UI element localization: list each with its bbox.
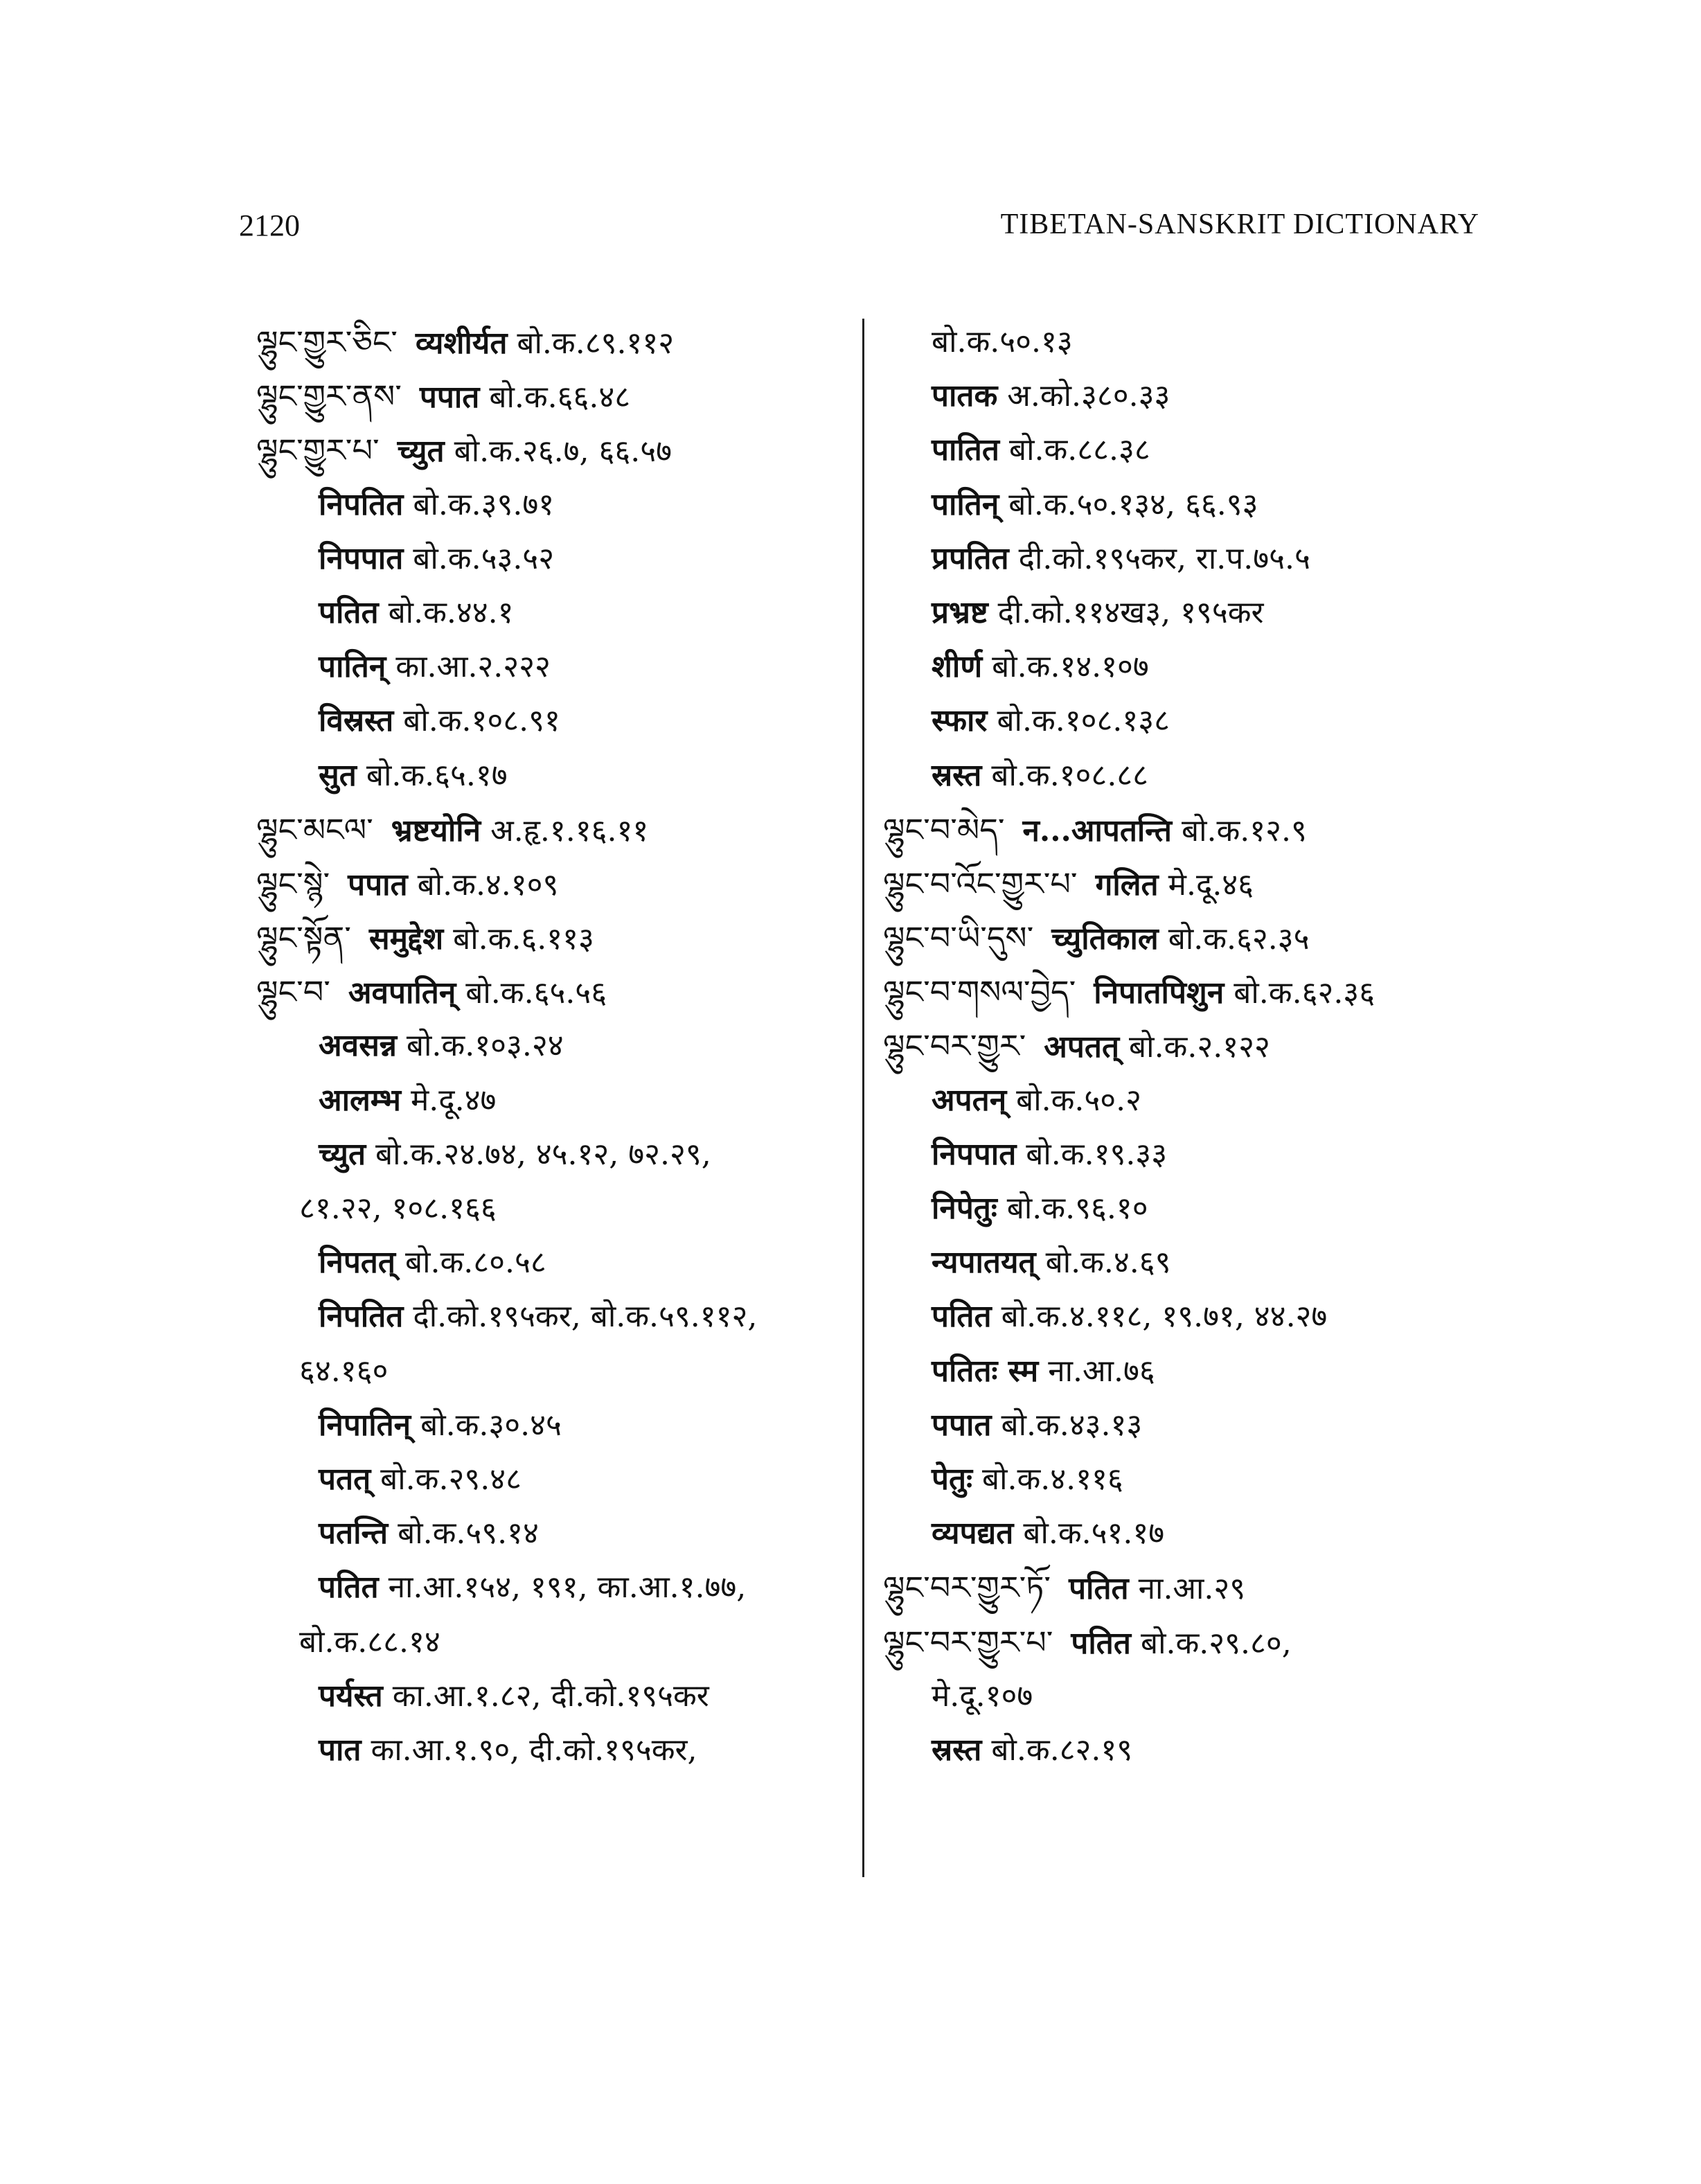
tibetan-headword: ལྷུང་མངལ་ [256, 810, 373, 849]
dictionary-line [256, 1399, 852, 1453]
source-reference: ८१.२२, १०८.१६६ [299, 1191, 497, 1226]
source-reference: बो.क.१२.९ [1181, 813, 1307, 849]
sanskrit-equivalent: च्युत [397, 434, 445, 470]
dictionary-line [256, 640, 852, 694]
dictionary-line [256, 1074, 852, 1128]
sanskrit-equivalent: पर्यस्त [319, 1678, 383, 1714]
source-reference: दी.को.१९५कर, रा.प.७५.५ [1018, 540, 1310, 576]
source-reference: बो.क.९६.१० [1006, 1191, 1148, 1226]
sanskrit-equivalent: पतित [319, 1570, 379, 1606]
dictionary-line [256, 586, 852, 640]
source-reference: बो.क.१९.३३ [1026, 1136, 1168, 1172]
dictionary-line [256, 1128, 852, 1182]
dictionary-line [256, 423, 852, 477]
dictionary-line [883, 694, 1493, 748]
sanskrit-equivalent: निपतत् [319, 1245, 395, 1281]
sanskrit-equivalent: विस्रस्त [319, 703, 394, 739]
sanskrit-equivalent: प्रभ्रष्ट [932, 594, 988, 630]
sanskrit-equivalent: प्रपतित [932, 540, 1009, 576]
dictionary-line [256, 478, 852, 532]
source-reference: बो.क.४३.१३ [1001, 1407, 1143, 1443]
sanskrit-equivalent: अवपातिन् [348, 975, 456, 1011]
source-reference: ६४.१६० [299, 1353, 389, 1389]
dictionary-line [883, 1074, 1493, 1128]
source-reference: दी.को.१९५कर, बो.क.५९.११२, [413, 1299, 758, 1335]
dictionary-line [883, 1669, 1493, 1723]
source-reference: बो.क.१०८.९१ [403, 703, 560, 739]
running-head: TIBETAN-SANSKRIT DICTIONARY [1000, 208, 1479, 240]
tibetan-headword: ལྷུང་བ་ [256, 973, 330, 1011]
source-reference: बो.क.६२.३६ [1234, 975, 1375, 1011]
sanskrit-equivalent: आलम्भ [319, 1082, 401, 1118]
tibetan-headword: ལྷུང་བར་གྱུར་ཏོ་ [883, 1569, 1051, 1607]
source-reference: बो.क.८८.१४ [299, 1624, 440, 1660]
sanskrit-equivalent: पेतुः [932, 1461, 972, 1497]
source-reference: मे.दू.१०७ [932, 1678, 1033, 1714]
source-reference: बो.क.१०८.१३८ [997, 703, 1170, 739]
sanskrit-equivalent: पतत् [319, 1461, 371, 1497]
tibetan-headword: ལྷུང་གྱུར་པ་ [256, 432, 380, 470]
dictionary-line [883, 1561, 1493, 1615]
source-reference: मे.दू.४७ [410, 1082, 497, 1118]
source-reference: बो.क.५०.१३ [932, 324, 1073, 359]
source-reference: बो.क.१०८.८८ [991, 757, 1149, 793]
source-reference: बो.क.४४.१ [388, 594, 514, 630]
dictionary-line [256, 1615, 852, 1669]
source-reference: का.आ.१.९०, दी.को.१९५कर, [371, 1732, 697, 1768]
source-reference: बो.क.१४.१०७ [992, 649, 1149, 685]
source-reference: बो.क.२.१२२ [1129, 1029, 1270, 1065]
tibetan-headword: ལྷུང་སྟོན་ [256, 919, 351, 957]
source-reference: बो.क.३९.७१ [413, 486, 555, 522]
tibetan-headword: ལྷུང་གྱུར་ནས་ [256, 378, 402, 416]
sanskrit-equivalent: पतित [1069, 1571, 1129, 1607]
dictionary-line [256, 1561, 852, 1615]
sanskrit-equivalent: निपेतुः [932, 1191, 997, 1226]
dictionary-line [256, 1236, 852, 1290]
tibetan-headword: ལྷུང་བ་མེད་ [883, 810, 1005, 849]
dictionary-line [883, 315, 1493, 369]
sanskrit-equivalent: पात [319, 1732, 362, 1768]
source-reference: बो.क.८२.१९ [991, 1732, 1133, 1768]
source-reference: बो.क.४.६९ [1045, 1245, 1171, 1281]
sanskrit-equivalent: च्युतिकाल [1051, 921, 1159, 957]
sanskrit-equivalent: सुत [319, 757, 357, 793]
dictionary-line [883, 803, 1493, 857]
sanskrit-equivalent: पपात [348, 867, 408, 903]
dictionary-line [883, 1507, 1493, 1561]
sanskrit-equivalent: व्यशीर्यत [415, 326, 508, 361]
dictionary-line [883, 1290, 1493, 1344]
tibetan-headword: ལྷུང་བར་གྱུར་ [883, 1027, 1026, 1065]
sanskrit-equivalent: व्यपद्यत [932, 1516, 1014, 1552]
dictionary-line [256, 1182, 852, 1236]
dictionary-line [883, 1182, 1493, 1236]
sanskrit-equivalent: स्फार [932, 703, 988, 739]
dictionary-line [883, 1019, 1493, 1073]
sanskrit-equivalent: न...आपतन्ति [1022, 813, 1172, 849]
page-header [0, 208, 1701, 263]
source-reference: बो.क.३०.४५ [420, 1407, 562, 1443]
dictionary-line [256, 965, 852, 1019]
source-reference: बो.क.८८.३८ [1008, 432, 1150, 468]
source-reference: बो.क.६५.५६ [465, 975, 607, 1011]
sanskrit-equivalent: पतित [932, 1299, 992, 1335]
sanskrit-equivalent: अपतन् [932, 1082, 1007, 1118]
source-reference: ना.आ.१५४, १९१, का.आ.१.७७, [388, 1570, 747, 1606]
source-reference: बो.क.६.११३ [453, 921, 594, 957]
sanskrit-equivalent: निपातिन् [319, 1407, 411, 1443]
sanskrit-equivalent: पतन्ति [319, 1516, 389, 1552]
source-reference: बो.क.५९.१४ [398, 1516, 539, 1552]
sanskrit-equivalent: पातिन् [932, 486, 999, 522]
dictionary-line [883, 1615, 1493, 1669]
page-number: 2120 [239, 208, 300, 242]
tibetan-headword: ལྷུང་བ་ཡི་དུས་ [883, 919, 1034, 957]
source-reference: बो.क.२४.७४, ४५.१२, ७२.२९, [375, 1136, 711, 1172]
dictionary-line [256, 315, 852, 369]
source-reference: अ.को.३८०.३३ [1007, 378, 1170, 414]
dictionary-line [256, 1290, 852, 1344]
dictionary-line [256, 1507, 852, 1561]
dictionary-line [883, 857, 1493, 911]
source-reference: बो.क.६५.१७ [366, 757, 508, 793]
sanskrit-equivalent: च्युत [319, 1136, 366, 1172]
source-reference: अ.हृ.१.१६.११ [490, 813, 649, 849]
dictionary-line [256, 857, 852, 911]
dictionary-line [256, 694, 852, 748]
dictionary-line [256, 749, 852, 803]
source-reference: मे.दू.४६ [1168, 867, 1254, 903]
dictionary-line [256, 1723, 852, 1777]
source-reference: बो.क.४.११८, १९.७१, ४४.२७ [1001, 1299, 1328, 1335]
dictionary-line [883, 1236, 1493, 1290]
sanskrit-equivalent: स्रस्त [932, 757, 982, 793]
dictionary-line [883, 1128, 1493, 1182]
tibetan-headword: ལྷུང་སྙེ་ [256, 864, 330, 903]
dictionary-line [883, 1453, 1493, 1507]
dictionary-line [256, 1344, 852, 1399]
sanskrit-equivalent: गलित [1095, 867, 1159, 903]
dictionary-line [256, 1453, 852, 1507]
source-reference: बो.क.५०.१३४, ६६.९३ [1008, 486, 1258, 522]
dictionary-line [883, 749, 1493, 803]
sanskrit-equivalent: पतित [319, 594, 379, 630]
dictionary-line [256, 1019, 852, 1073]
sanskrit-equivalent: निपतित [319, 1299, 404, 1335]
sanskrit-equivalent: भ्रष्टयोनि [391, 813, 481, 849]
tibetan-headword: ལྷུང་གྱུར་ཅིང་ [256, 323, 398, 361]
sanskrit-equivalent: स्रस्त [932, 1732, 982, 1768]
source-reference: का.आ.१.८२, दी.को.१९५कर [392, 1678, 709, 1714]
source-reference: बो.क.८०.५८ [404, 1245, 546, 1281]
source-reference: बो.क.६६.४८ [489, 380, 631, 416]
sanskrit-equivalent: पातक [932, 378, 998, 414]
dictionary-line [256, 369, 852, 423]
dictionary-line [883, 369, 1493, 423]
sanskrit-equivalent: पातित [932, 432, 999, 468]
dictionary-line [256, 532, 852, 586]
source-reference: दी.को.११४ख३, १९५कर [997, 594, 1264, 630]
dictionary-line [256, 803, 852, 857]
tibetan-headword: ལྷུང་བ་གསལ་བྱེད་ [883, 973, 1076, 1011]
sanskrit-equivalent: निपपात [932, 1136, 1017, 1172]
dictionary-line [883, 640, 1493, 694]
dictionary-line [883, 1344, 1493, 1399]
sanskrit-equivalent: अवसन्न [319, 1028, 397, 1064]
source-reference: ना.आ.७६ [1048, 1353, 1155, 1389]
source-reference: ना.आ.२९ [1138, 1571, 1246, 1607]
source-reference: बो.क.२९.८०, [1140, 1625, 1292, 1661]
tibetan-headword: ལྷུང་བ་འོང་གྱུར་པ་ [883, 864, 1078, 903]
right-column [883, 315, 1493, 1777]
sanskrit-equivalent: शीर्ण [932, 649, 983, 685]
dictionary-line [883, 423, 1493, 477]
sanskrit-equivalent: निपातपिशुन [1094, 975, 1224, 1011]
dictionary-line [883, 478, 1493, 532]
source-reference: बो.क.५३.५२ [413, 540, 555, 576]
sanskrit-equivalent: पतित [1071, 1625, 1131, 1661]
dictionary-line [883, 586, 1493, 640]
sanskrit-equivalent: पपात [419, 380, 480, 416]
sanskrit-equivalent: पपात [932, 1407, 992, 1443]
dictionary-line [256, 1669, 852, 1723]
tibetan-headword: ལྷུང་བར་གྱུར་པ་ [883, 1623, 1053, 1661]
sanskrit-equivalent: निपपात [319, 540, 404, 576]
sanskrit-equivalent: पातिन् [319, 649, 386, 685]
sanskrit-equivalent: न्यपातयत् [932, 1245, 1036, 1281]
dictionary-line [883, 1723, 1493, 1777]
source-reference: बो.क.१०३.२४ [406, 1028, 564, 1064]
sanskrit-equivalent: पतितः स्म [932, 1353, 1039, 1389]
left-column [256, 315, 852, 1777]
source-reference: बो.क.६२.३५ [1168, 921, 1310, 957]
dictionary-line [256, 911, 852, 965]
sanskrit-equivalent: निपतित [319, 486, 404, 522]
sanskrit-equivalent: समुद्देश [368, 921, 444, 957]
source-reference: बो.क.४.१०९ [417, 867, 559, 903]
column-divider [862, 319, 864, 1877]
source-reference: बो.क.४.११६ [981, 1461, 1123, 1497]
source-reference: का.आ.२.२२२ [395, 649, 551, 685]
dictionary-line [883, 1399, 1493, 1453]
source-reference: बो.क.५१.१७ [1023, 1516, 1165, 1552]
sanskrit-equivalent: अपतत् [1044, 1029, 1120, 1065]
source-reference: बो.क.२९.४८ [380, 1461, 522, 1497]
source-reference: बो.क.५०.२ [1016, 1082, 1142, 1118]
dictionary-line [883, 532, 1493, 586]
dictionary-line [883, 965, 1493, 1019]
dictionary-line [883, 911, 1493, 965]
source-reference: बो.क.८९.११२ [517, 326, 675, 361]
source-reference: बो.क.२६.७, ६६.५७ [454, 434, 673, 470]
